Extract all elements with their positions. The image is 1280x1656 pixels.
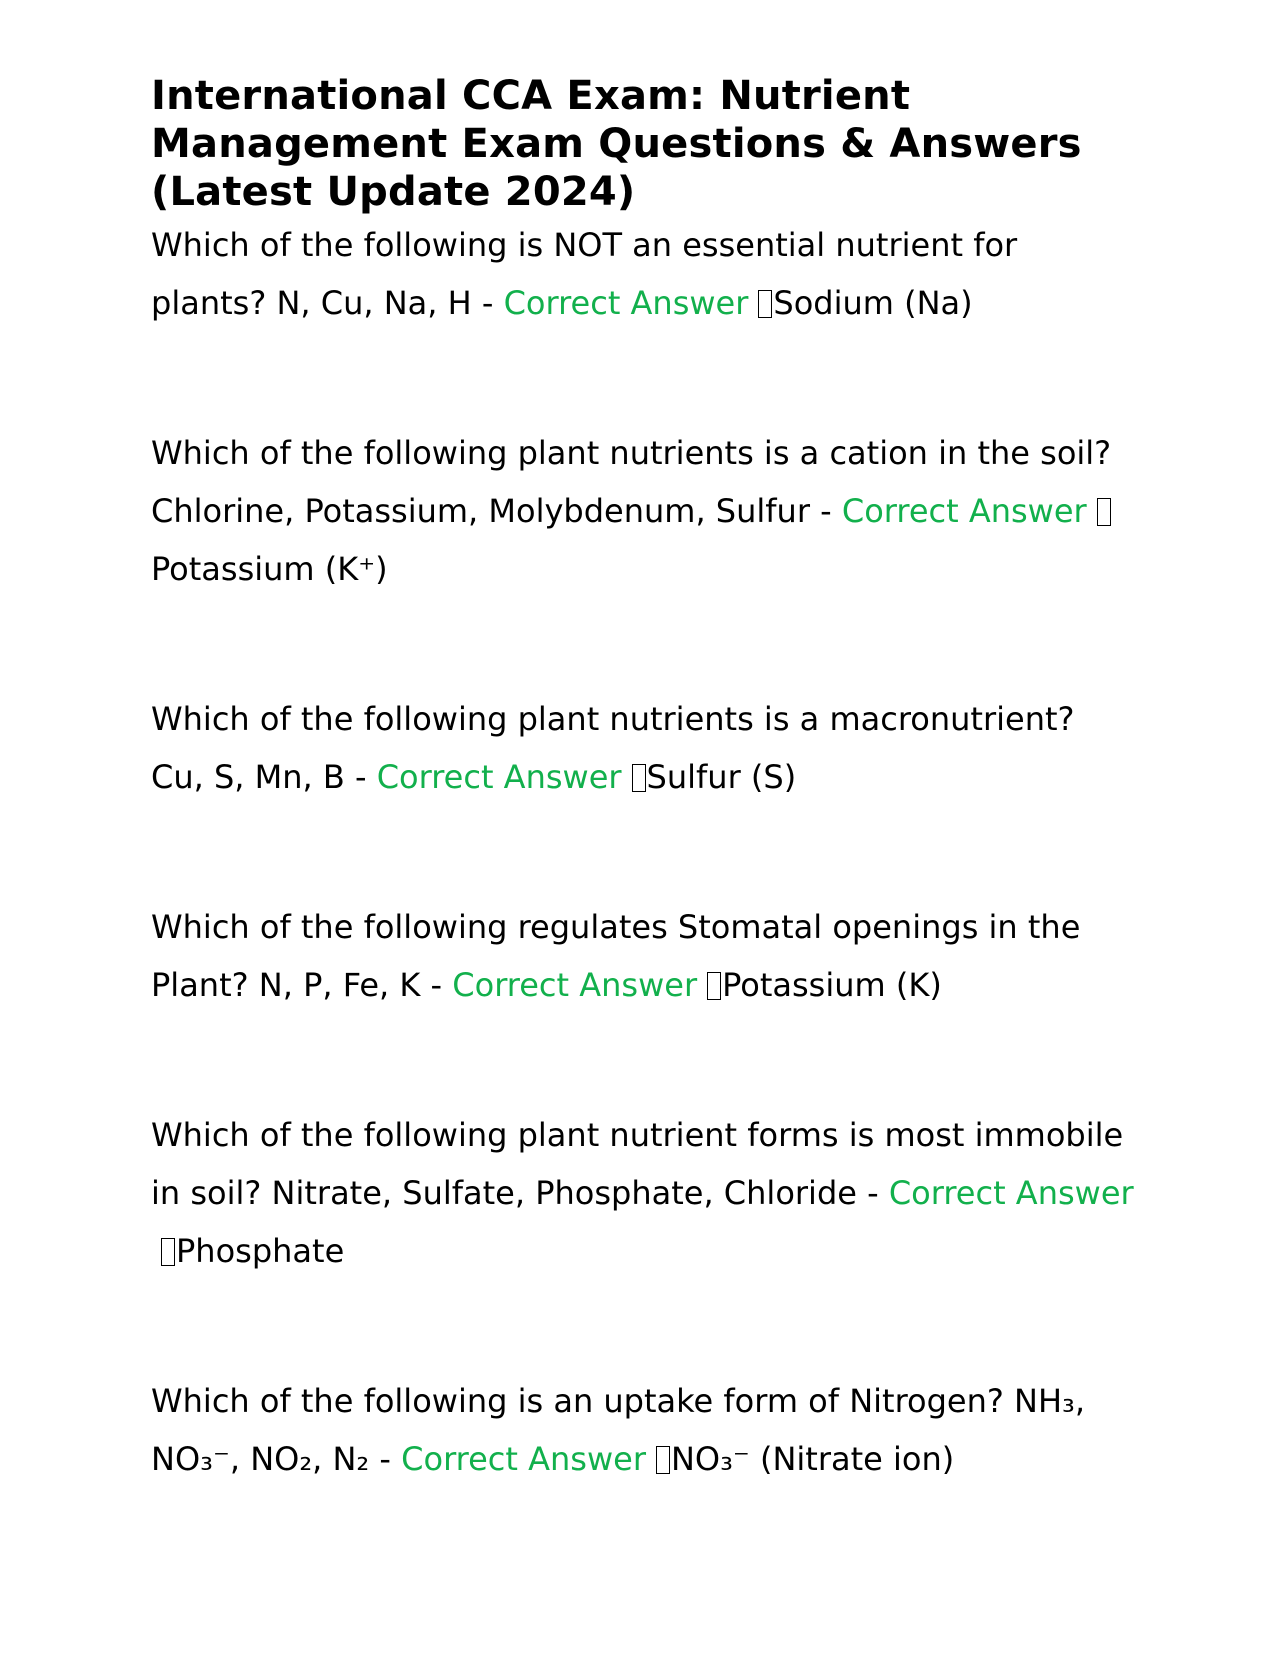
question-text: Which of the following is an uptake form of Nitrogen? NH₃, NO₃⁻, NO₂, N₂ xyxy=(151,1382,1086,1478)
correct-answer-label: Correct Answer xyxy=(401,1440,646,1478)
correct-answer-label: Correct Answer xyxy=(841,492,1087,530)
separator: - xyxy=(344,758,377,796)
qa-item-6 xyxy=(151,1372,1136,1488)
question-text: Which of the following plant nutrients is a cation in the soil? Chlorine, Potassium, Molybdenum, Sulfur xyxy=(151,434,1112,530)
question-text: Which of the following plant nutrient forms is most immobile in soil? Nitrate, Sulfate, Phosphate, Chloride xyxy=(151,1116,1124,1212)
missing-glyph-box-icon xyxy=(656,1446,670,1474)
correct-answer-label: Correct Answer xyxy=(503,284,749,322)
missing-glyph-box-icon xyxy=(632,764,646,792)
answer-text: Potassium (K) xyxy=(722,966,942,1004)
correct-answer-label: Correct Answer xyxy=(452,966,698,1004)
missing-glyph-box-icon xyxy=(1097,498,1111,526)
missing-glyph-box-icon xyxy=(707,972,721,1000)
question-text: Which of the following regulates Stomatal openings in the Plant? N, P, Fe, K xyxy=(151,908,1081,1004)
qa-item-5 xyxy=(151,1106,1136,1280)
qa-item-1 xyxy=(151,216,1136,332)
separator: - xyxy=(856,1174,889,1212)
qa-item-4 xyxy=(151,898,1136,1014)
answer-text: Potassium (K⁺) xyxy=(151,550,388,588)
qa-item-3 xyxy=(151,690,1136,806)
separator: - xyxy=(420,966,453,1004)
page-title: International CCA Exam: Nutrient Management Exam Questions & Answers (Latest Update 2024) xyxy=(151,73,1082,215)
answer-text: NO₃⁻ (Nitrate ion) xyxy=(670,1440,955,1478)
separator: - xyxy=(471,284,504,322)
separator: - xyxy=(809,492,842,530)
missing-glyph-box-icon xyxy=(758,290,772,318)
answer-text: Sodium (Na) xyxy=(773,284,973,322)
document-page xyxy=(151,72,1136,1488)
answer-text: Phosphate xyxy=(176,1232,345,1270)
qa-item-2 xyxy=(151,424,1136,598)
correct-answer-label: Correct Answer xyxy=(888,1174,1134,1212)
question-text: Which of the following plant nutrients is a macronutrient? Cu, S, Mn, B xyxy=(151,700,1075,796)
question-text: Which of the following is NOT an essential nutrient for plants? N, Cu, Na, H xyxy=(151,226,1018,322)
missing-glyph-box-icon xyxy=(161,1238,175,1266)
separator: - xyxy=(369,1440,402,1478)
answer-text: Sulfur (S) xyxy=(646,758,797,796)
correct-answer-label: Correct Answer xyxy=(376,758,622,796)
